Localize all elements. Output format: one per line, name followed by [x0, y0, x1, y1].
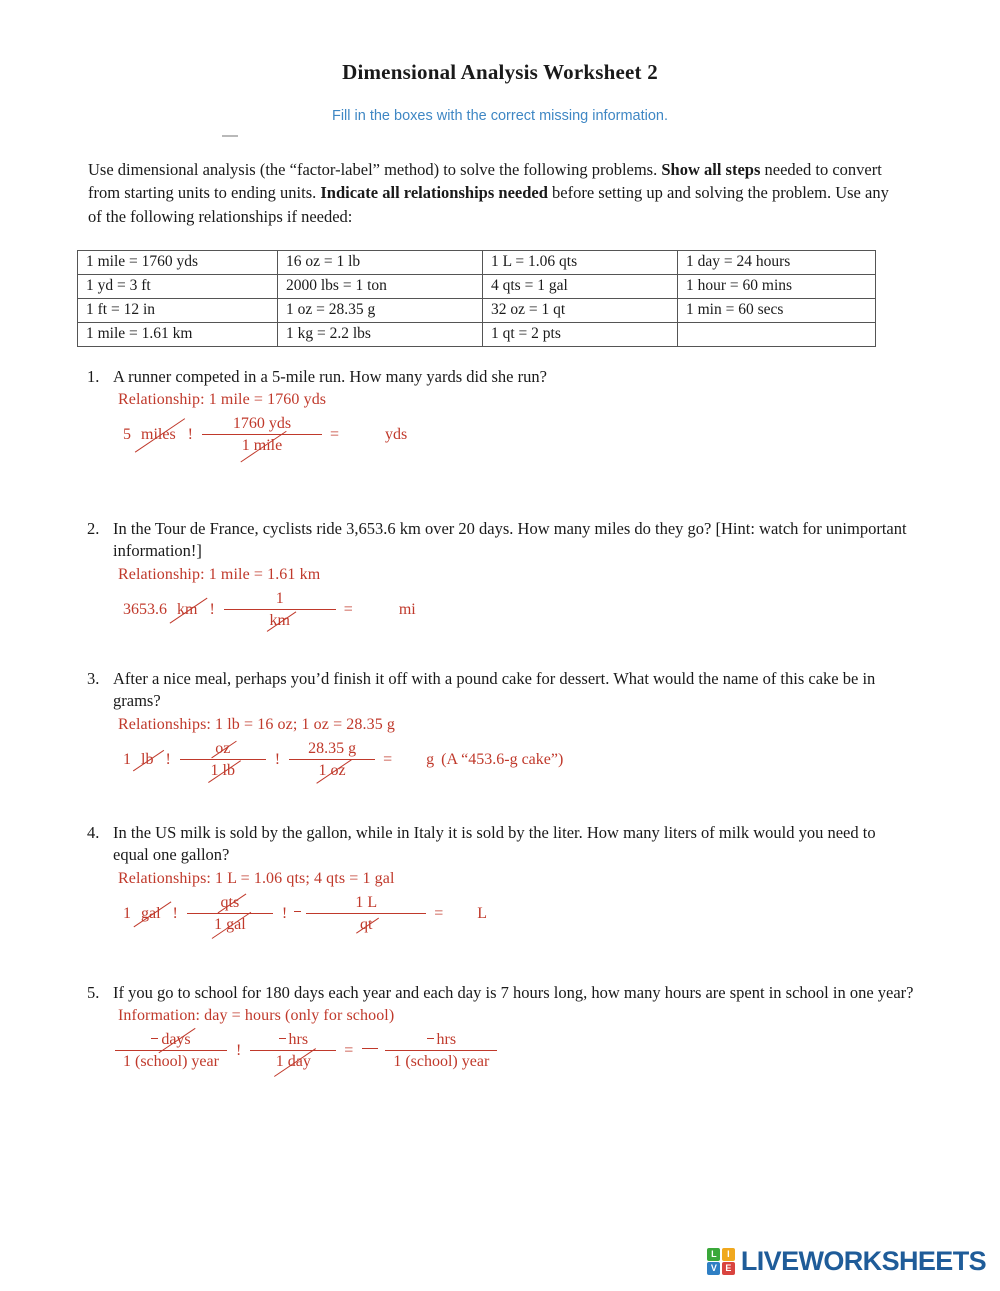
problem-1-fraction-1-denominator[interactable] [202, 434, 322, 455]
problem-1-operator-1: ! [187, 426, 193, 444]
problem-3-question: After a nice meal, perhaps you’d finish it off with a pound cake for dessert. What would the name of this cake be in grams? [113, 669, 876, 711]
problem-5-equals: = [344, 1042, 354, 1060]
problem-4 [85, 822, 915, 934]
table-cell: 1 yd = 3 ft [78, 275, 278, 299]
problem-4-fraction-2-numerator[interactable]: 1 L [355, 893, 378, 911]
problem-4-question: In the US milk is sold by the gallon, while in Italy it is sold by the liter. How many liters of milk would you need to equal one gallon? [113, 823, 876, 865]
table-row [78, 323, 876, 347]
problem-2-question-row [85, 518, 915, 563]
table-row [78, 299, 876, 323]
problem-2-fraction-1-denominator[interactable] [224, 609, 336, 630]
problem-1-equals: = [330, 426, 340, 444]
liveworksheets-logo-mark-icon [707, 1248, 735, 1276]
problem-2-number: 2. [87, 519, 100, 538]
intro-part-1: Use dimensional analysis (the “factor-label” method) to solve the following problems. [88, 160, 662, 179]
problem-3-note: (A “453.6-g cake”) [441, 750, 564, 768]
problem-5-fraction-3-numerator[interactable] [419, 1031, 465, 1050]
table-row [78, 275, 876, 299]
problem-5-question: If you go to school for 180 days each year and each day is 7 hours long, how many hours are spent in school in one year? [113, 983, 914, 1002]
problem-5-fraction-2-denominator-text: 1 day [275, 1053, 311, 1071]
problem-2-answer-unit[interactable]: mi [398, 600, 416, 618]
table-cell: 1 day = 24 hours [678, 251, 876, 275]
problem-4-fraction-1-denominator-text: 1 gal [214, 915, 246, 933]
intro-bold-1: Show all steps [661, 160, 761, 179]
problem-4-fraction-2[interactable] [306, 894, 426, 934]
table-cell: 1 qt = 2 pts [483, 323, 678, 347]
problem-3-answer-unit[interactable]: g [426, 750, 435, 768]
problem-5-fraction-3-denominator: 1 (school) year [385, 1050, 497, 1071]
problem-4-equals: = [434, 904, 444, 922]
problem-4-operator-1: ! [172, 904, 178, 922]
logo-tile-e: E [722, 1262, 735, 1275]
problem-1-fraction-1-denominator-text: 1 mile [241, 437, 283, 455]
problem-3-fraction-2-denominator-text: 1 oz [318, 761, 346, 779]
problem-4-work[interactable] [85, 894, 915, 934]
problem-3-start-value: 1 [123, 750, 131, 768]
problem-3-relationship: Relationships: 1 lb = 16 oz; 1 oz = 28.35 g [118, 715, 395, 733]
table-cell: 1 ft = 12 in [78, 299, 278, 323]
problem-2-start-unit: km [172, 601, 202, 619]
intro-paragraph [88, 158, 900, 228]
problem-5-fraction-2-numerator[interactable] [271, 1031, 317, 1050]
problem-1-work[interactable] [85, 415, 915, 455]
problem-2-question: In the Tour de France, cyclists ride 3,653.6 km over 20 days. How many miles do they go? [Hint: watch for unimportant information!] [113, 519, 907, 561]
problem-4-fraction-1-numerator-text: qts [220, 893, 240, 911]
conversion-table [77, 250, 876, 347]
problem-1 [85, 366, 915, 455]
problem-5-answer-blank[interactable] [362, 1048, 378, 1049]
problem-4-operator-2: ! [281, 904, 288, 922]
scan-artifact-dash [222, 135, 238, 137]
problem-5-fraction-1-denominator: 1 (school) year [115, 1050, 227, 1071]
problem-5-fraction-2-blank-tick [279, 1038, 286, 1039]
problem-5-fraction-3[interactable] [385, 1031, 497, 1071]
problem-2-fraction-1-denominator-text: km [269, 611, 290, 629]
problem-1-fraction-1[interactable] [202, 415, 322, 455]
problem-5-fraction-3-numerator-text: hrs [436, 1031, 457, 1049]
problem-5-fraction-3-blank-tick [427, 1038, 434, 1039]
problem-2-relationship: Relationship: 1 mile = 1.61 km [118, 565, 321, 583]
problem-5-fraction-2[interactable] [250, 1031, 336, 1071]
problem-1-start-unit: miles [136, 426, 181, 444]
problem-5-numerator-blank-tick [151, 1038, 158, 1039]
problem-3-fraction-2-numerator[interactable]: 28.35 g [308, 739, 357, 757]
problem-3-fraction-1-numerator[interactable] [207, 740, 238, 759]
problem-4-fraction-2-denominator-text: qt [359, 915, 373, 933]
problem-4-fraction-1[interactable] [187, 894, 273, 934]
problem-2-equals: = [343, 600, 353, 618]
problem-1-answer-unit[interactable]: yds [385, 426, 408, 444]
logo-tile-v: V [707, 1262, 720, 1275]
problem-3-fraction-1[interactable] [180, 740, 266, 780]
problem-4-blank-tick [294, 911, 301, 912]
problem-4-answer-unit[interactable]: L [477, 904, 488, 922]
problem-4-number: 4. [87, 823, 100, 842]
intro-part-3: before setting up and solving the problem. Use any of the following relationships if needed: [88, 183, 889, 226]
problem-3-fraction-2-denominator[interactable] [289, 759, 375, 780]
logo-tile-l: L [707, 1248, 720, 1261]
problem-3-question-row [85, 668, 915, 713]
problem-4-start-value: 1 [123, 904, 131, 922]
problem-3-operator-2: ! [274, 750, 281, 768]
intro-bold-2: Indicate all relationships needed [320, 183, 548, 203]
problem-3-equals: = [383, 750, 393, 768]
table-cell: 32 oz = 1 qt [483, 299, 678, 323]
problem-1-start-value: 5 [123, 426, 131, 444]
problem-2-start-value: 3653.6 [123, 600, 167, 618]
table-cell: 1 hour = 60 mins [678, 275, 876, 299]
problem-1-number: 1. [87, 367, 100, 386]
problem-2-operator-1: ! [209, 600, 215, 618]
logo-tile-i: I [722, 1248, 735, 1261]
instruction-text: Fill in the boxes with the correct missing information. [331, 108, 669, 124]
problem-5-fraction-1-numerator-text: days [161, 1031, 191, 1049]
problem-2 [85, 518, 915, 630]
table-row [78, 251, 876, 275]
problem-5-information: Information: day = hours (only for school) [118, 1007, 395, 1025]
problem-3-work[interactable] [85, 740, 915, 780]
table-cell: 1 L = 1.06 qts [483, 251, 678, 275]
problem-1-relationship: Relationship: 1 mile = 1760 yds [118, 391, 327, 409]
liveworksheets-logo[interactable] [707, 1246, 986, 1277]
problem-4-fraction-1-denominator[interactable] [187, 913, 273, 934]
problem-5-fraction-2-denominator[interactable] [250, 1050, 336, 1071]
problem-4-start-unit: gal [136, 905, 166, 923]
table-cell: 1 mile = 1760 yds [78, 251, 278, 275]
problem-3-fraction-1-denominator[interactable] [180, 759, 266, 780]
problem-5-work[interactable] [85, 1031, 915, 1071]
table-cell: 1 min = 60 secs [678, 299, 876, 323]
table-cell-empty [678, 323, 876, 347]
problem-2-fraction-1-numerator[interactable]: 1 [275, 589, 284, 607]
problem-5-fraction-2-numerator-text: hrs [288, 1031, 309, 1049]
table-cell: 4 qts = 1 gal [483, 275, 678, 299]
problem-5-number: 5. [87, 983, 100, 1002]
problem-1-question: A runner competed in a 5-mile run. How many yards did she run? [113, 367, 547, 386]
problem-2-fraction-1[interactable] [224, 590, 336, 630]
problem-4-relationship: Relationships: 1 L = 1.06 qts; 4 qts = 1 gal [118, 869, 395, 887]
problem-4-fraction-1-numerator[interactable] [213, 894, 248, 913]
problem-3 [85, 668, 915, 780]
problem-3-fraction-1-numerator-text: oz [215, 739, 231, 757]
liveworksheets-wordmark: LIVEWORKSHEETS [740, 1246, 986, 1276]
intro-part-2: needed to convert from starting units to ending units. [88, 160, 882, 203]
problem-4-question-row [85, 822, 915, 867]
problem-4-fraction-2-denominator[interactable] [306, 913, 426, 934]
page-title: Dimensional Analysis Worksheet 2 [342, 60, 658, 84]
problem-3-number: 3. [87, 669, 100, 688]
table-cell: 2000 lbs = 1 ton [278, 275, 483, 299]
table-cell: 1 oz = 28.35 g [278, 299, 483, 323]
problem-5-question-row [85, 982, 915, 1004]
problem-3-start-unit: lb [136, 751, 158, 769]
problem-1-fraction-1-numerator[interactable]: 1760 yds [232, 415, 292, 433]
problem-5-fraction-1[interactable] [115, 1031, 227, 1071]
problem-5 [85, 982, 915, 1071]
table-cell: 1 kg = 2.2 lbs [278, 323, 483, 347]
table-cell: 1 mile = 1.61 km [78, 323, 278, 347]
problem-5-operator-1: ! [235, 1042, 242, 1060]
problem-3-fraction-1-denominator-text: 1 lb [210, 761, 235, 779]
problem-5-fraction-1-numerator[interactable] [143, 1031, 198, 1050]
problem-3-operator-1: ! [165, 750, 171, 768]
problem-2-work[interactable] [85, 590, 915, 630]
problem-3-fraction-2[interactable] [289, 740, 375, 780]
problem-1-question-row [85, 366, 915, 388]
table-cell: 16 oz = 1 lb [278, 251, 483, 275]
